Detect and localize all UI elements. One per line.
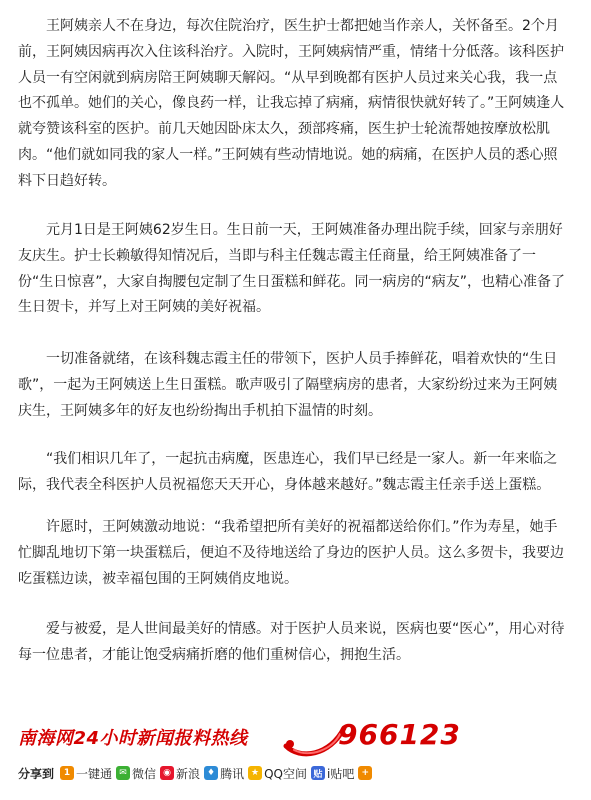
paragraph-4: “我们相识几年了，一起抗击病魔，医患连心，我们早已经是一家人。新一年来临之际，我代表全科医护人员祝福您天天开心，身体越来越好。”魏志霞主任亲手送上蛋糕。 <box>18 451 558 493</box>
share-item-label: 新浪 <box>176 766 201 781</box>
paragraph-6: 爱与被爱，是人世间最美好的情感。对于医护人员来说，医病也要“医心”，用心对待每一位患者，才能让饱受病痛折磨的他们重树信心，拥抱生活。 <box>18 621 565 663</box>
paragraph-3: 一切准备就绪，在该科魏志霞主任的带领下，医护人员手捧鲜花，唱着欢快的“生日歌”，一起为王阿姨送上生日蛋糕。歌声吸引了隔壁病房的患者，大家纷纷过来为王阿姨庆生，王阿姨多年的好友也纷纷掏出手机拍下温情的时刻。 <box>18 351 558 419</box>
share-item-qzone[interactable] <box>248 765 307 782</box>
share-item-wechat[interactable] <box>116 765 156 782</box>
hotline-number: 966123 <box>338 718 461 751</box>
share-bar <box>18 764 374 782</box>
share-item-one-click[interactable] <box>60 765 112 782</box>
plus-icon[interactable]: + <box>358 766 372 780</box>
share-item-label: QQ空间 <box>264 766 307 781</box>
share-item-sina-weibo[interactable] <box>160 765 200 782</box>
tieba-icon: 贴 <box>311 766 325 780</box>
hotline-label: 南海网24小时新闻报料热线 <box>18 728 248 749</box>
share-label: 分享到 <box>18 766 55 781</box>
share-item-label: 一键通 <box>76 766 113 781</box>
paragraph-2: 元月1日是王阿姨62岁生日。生日前一天，王阿姨准备办理出院手续，回家与亲朋好友庆生。护士长赖敏得知情况后，当即与科主任魏志霞主任商量，给王阿姨准备了一份“生日惊喜”，大家自掏腰包定制了生日蛋糕和鲜花。同一病房的“病友”，也精心准备了生日贺卡，并写上对王阿姨的美好祝福。 <box>18 222 566 316</box>
qzone-icon: ★ <box>248 766 262 780</box>
share-item-tieba[interactable] <box>311 765 354 782</box>
one-click-icon: 1 <box>60 766 74 780</box>
share-item-tencent-weibo[interactable] <box>204 765 244 782</box>
paragraph-1: 王阿姨亲人不在身边，每次住院治疗，医生护士都把她当作亲人，关怀备至。2个月前，王阿姨因病再次入住该科治疗。入院时，王阿姨病情严重，情绪十分低落。该科医护人员一有空闲就到病房陪王阿姨聊天解闷。“从早到晚都有医护人员过来关心我，我一点也不孤单。她们的关心，像良药一样，让我忘掉了病痛，病情很快就好转了。”王阿姨逢人就夸赞该科室的医护。前几天她因卧床太久，颈部疼痛，医生护士轮流帮她按摩放松肌肉。“他们就如同我的家人一样。”王阿姨有些动情地说。她的病痛，在医护人员的悉心照料下日趋好转。 <box>18 18 565 189</box>
share-item-label: i贴吧 <box>326 766 355 781</box>
paragraph-5: 许愿时，王阿姨激动地说：“我希望把所有美好的祝福都送给你们。”作为寿星，她手忙脚乱地切下第一块蛋糕后，便迫不及待地送给了身边的医护人员。这么多贺卡，我要边吃蛋糕边读，被幸福包围的王阿姨俏皮地说。 <box>18 519 564 587</box>
sina-weibo-icon: ◉ <box>160 766 174 780</box>
share-item-label: 微信 <box>132 766 157 781</box>
share-item-label: 腾讯 <box>220 766 245 781</box>
wechat-icon: ✉ <box>116 766 130 780</box>
tencent-weibo-icon: ♦ <box>204 766 218 780</box>
news-hotline-banner[interactable] <box>18 716 468 760</box>
